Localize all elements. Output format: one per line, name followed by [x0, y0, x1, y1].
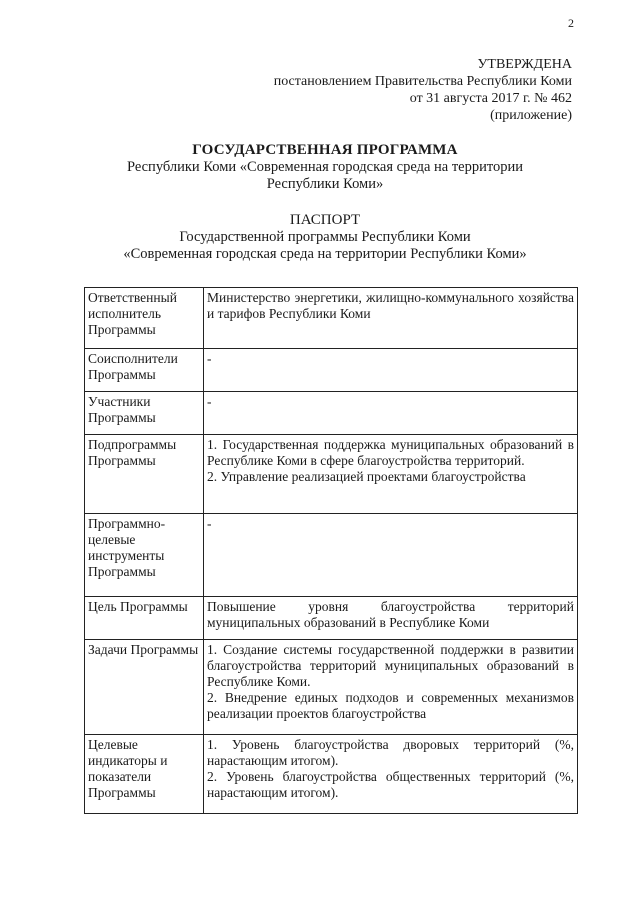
- row-value-line: 2. Управление реализацией проектами благоустройства: [207, 469, 526, 484]
- row-value-line: 2. Уровень благоустройства общественных территорий (%, нарастающим итогом).: [207, 769, 574, 800]
- row-value-line: Повышение уровня благоустройства территорий муниципальных образований в Республике Коми: [207, 599, 574, 630]
- passport-title: ПАСПОРТ: [289, 212, 361, 228]
- row-value-line: -: [207, 516, 212, 531]
- approval-line: (приложение): [490, 108, 572, 123]
- row-label: Соисполнители Программы: [85, 349, 204, 392]
- program-title: ГОСУДАРСТВЕННАЯ ПРОГРАММА: [192, 142, 458, 158]
- row-value-line: 1. Государственная поддержка муниципальных образований в Республике Коми в сфере благоустройства территорий.: [207, 437, 574, 468]
- row-value: [204, 597, 578, 640]
- program-subtitle-line: Республики Коми «Современная городская среда на территории: [126, 159, 524, 175]
- program-heading: [80, 142, 570, 193]
- table-row: [85, 597, 578, 640]
- table-row: [85, 514, 578, 597]
- row-value: [204, 288, 578, 349]
- row-value: [204, 435, 578, 514]
- table-row: [85, 435, 578, 514]
- table-row: [85, 349, 578, 392]
- row-value-line: 1. Создание системы государственной поддержки в развитии благоустройства территорий муниципальных образований в Республике Коми.: [207, 642, 574, 689]
- page-number: 2: [568, 16, 574, 30]
- row-value: [204, 392, 578, 435]
- approval-line: постановлением Правительства Республики Коми: [273, 74, 572, 89]
- table-row: [85, 735, 578, 814]
- row-value: [204, 735, 578, 814]
- row-value: [204, 640, 578, 735]
- row-value-line: -: [207, 394, 212, 409]
- row-label: Цель Программы: [85, 597, 204, 640]
- row-value-line: 1. Уровень благоустройства дворовых территорий (%, нарастающим итогом).: [207, 737, 574, 768]
- approval-line: УТВЕРЖДЕНА: [477, 57, 572, 72]
- passport-heading: [80, 212, 570, 263]
- approval-line: от 31 августа 2017 г. № 462: [409, 91, 572, 106]
- row-label: Целевые индикаторы и показатели Программы: [85, 735, 204, 814]
- program-subtitle-line: Республики Коми»: [266, 176, 384, 192]
- row-label: Подпрограммы Программы: [85, 435, 204, 514]
- table-row: [85, 288, 578, 349]
- row-value-line: -: [207, 351, 212, 366]
- table-row: [85, 640, 578, 735]
- passport-subtitle-line: «Современная городская среда на территории Республики Коми»: [123, 246, 527, 262]
- row-label: Ответственный исполнитель Программы: [85, 288, 204, 349]
- approval-block: [212, 56, 572, 124]
- row-value: [204, 349, 578, 392]
- table-row: [85, 392, 578, 435]
- row-value-line: 2. Внедрение единых подходов и современных механизмов реализации проектов благоустройства: [207, 690, 574, 721]
- row-value-line: Министерство энергетики, жилищно-коммунального хозяйства и тарифов Республики Коми: [207, 290, 574, 321]
- row-label: Задачи Программы: [85, 640, 204, 735]
- row-label: Участники Программы: [85, 392, 204, 435]
- passport-subtitle-line: Государственной программы Республики Коми: [179, 229, 471, 245]
- row-value: [204, 514, 578, 597]
- passport-table: [84, 287, 578, 814]
- row-label: Программно-целевые инструменты Программы: [85, 514, 204, 597]
